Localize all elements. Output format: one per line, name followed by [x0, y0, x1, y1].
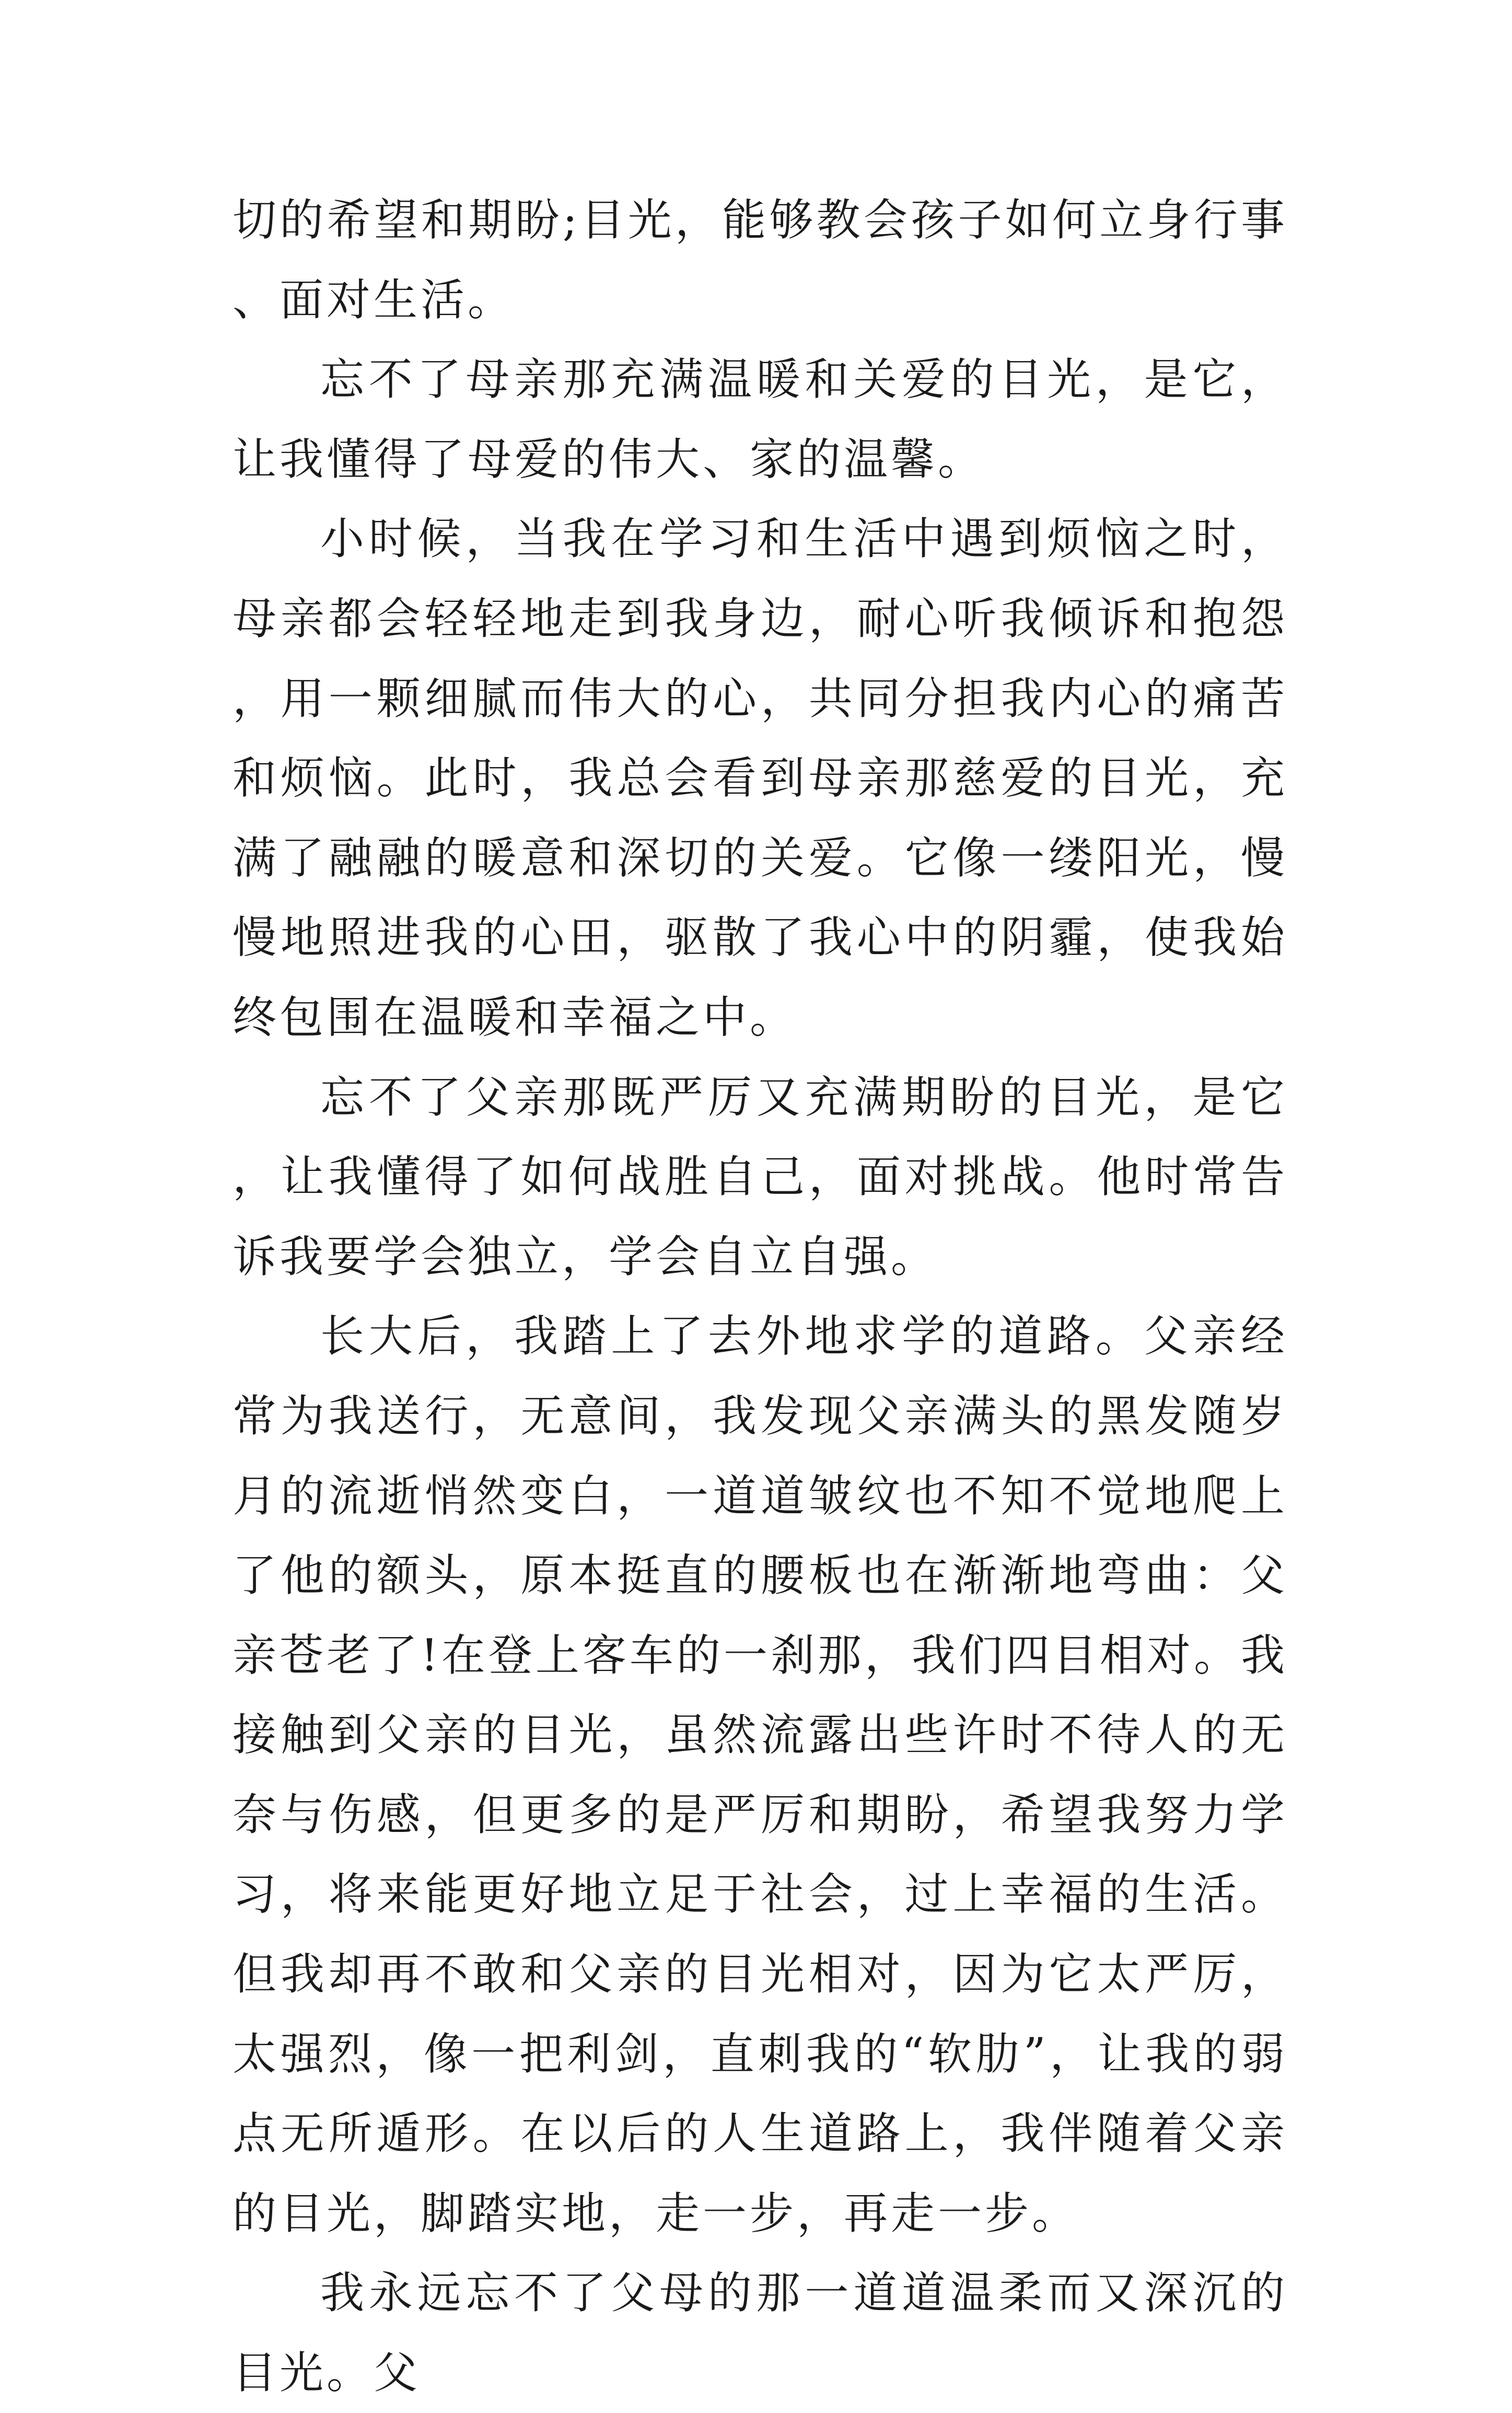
article-body [232, 180, 1288, 2413]
paragraph-4: 忘不了父亲那既严厉又充满期盼的目光，是它，让我懂得了如何战胜自己，面对挑战。他时常告诉我要学会独立，学会自立自强。 [232, 1071, 1288, 1282]
paragraph-5: 长大后，我踏上了去外地求学的道路。父亲经常为我送行，无意间，我发现父亲满头的黑发随岁月的流逝悄然变白，一道道皱纹也不知不觉地爬上了他的额头，原本挺直的腰板也在渐渐地弯曲：父亲苍老了!在登上客车的一刹那，我们四目相对。我接触到父亲的目光，虽然流露出些许时不待人的无奈与伤感，但更多的是严厉和期盼，希望我努力学习，将来能更好地立足于社会，过上幸福的生活。但我却再不敢和父亲的目光相对，因为它太严厉，太强烈，像一把利剑，直刺我的“软肋”，让我的弱点无所遁形。在以后的人生道路上，我伴随着父亲的目光，脚踏实地，走一步，再走一步。 [232, 1310, 1288, 2239]
paragraph-6: 我永远忘不了父母的那一道道温柔而又深沉的目光。父 [232, 2267, 1288, 2399]
paragraph-1: 切的希望和期盼;目光，能够教会孩子如何立身行事、面对生活。 [232, 194, 1288, 326]
paragraph-3: 小时候，当我在学习和生活中遇到烦恼之时，母亲都会轻轻地走到我身边，耐心听我倾诉和抱怨，用一颗细腻而伟大的心，共同分担我内心的痛苦和烦恼。此时，我总会看到母亲那慈爱的目光，充满了融融的暖意和深切的关爱。它像一缕阳光，慢慢地照进我的心田，驱散了我心中的阴霾，使我始终包围在温暖和幸福之中。 [232, 513, 1288, 1043]
paragraph-2: 忘不了母亲那充满温暖和关爱的目光，是它，让我懂得了母爱的伟大、家的温馨。 [232, 354, 1288, 485]
